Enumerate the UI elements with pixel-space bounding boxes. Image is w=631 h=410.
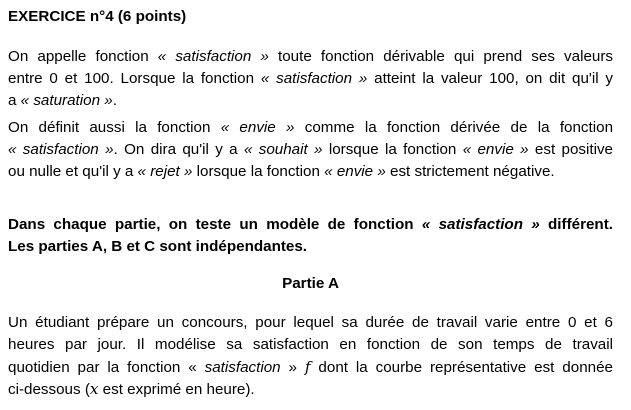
parts-note xyxy=(8,214,613,258)
text-line: « satisfaction ». On dira qu'il y a « souhait » lorsque la fonction « envie » est positive xyxy=(8,141,613,158)
text-line: On appelle fonction « satisfaction » toute fonction dérivable qui prend ses valeurs xyxy=(8,48,613,65)
text-line: a « saturation ». xyxy=(8,92,117,109)
text-line: Dans chaque partie, on teste un modèle de fonction « satisfaction » différent. xyxy=(8,216,613,233)
exercise-title: EXERCICE n°4 (6 points) xyxy=(8,8,187,25)
function-f-symbol: f xyxy=(304,358,311,376)
intro-paragraph-1 xyxy=(8,46,613,112)
text-line: Un étudiant prépare un concours, pour lequel sa durée de travail varie entre 0 et 6 xyxy=(8,314,613,331)
part-a-paragraph xyxy=(8,312,613,400)
text-line: quotidien par la fonction « satisfaction » f dont la courbe représentative est donnée xyxy=(8,358,613,376)
text-line: ci-dessous (x est exprimé en heure). xyxy=(8,380,255,398)
text-line: Les parties A, B et C sont indépendantes. xyxy=(8,238,308,255)
text-line: On définit aussi la fonction « envie » comme la fonction dérivée de la fonction xyxy=(8,119,614,136)
part-a-heading: Partie A xyxy=(282,275,339,292)
text-line: ou nulle et qu'il y a « rejet » lorsque la fonction « envie » est strictement négative. xyxy=(8,163,555,180)
text-line: heures par jour. Il modélise sa satisfaction en fonction de son temps de travail xyxy=(8,336,613,353)
intro-paragraph-2 xyxy=(8,117,613,183)
variable-x-symbol: x xyxy=(89,380,99,398)
text-line: entre 0 et 100. Lorsque la fonction « satisfaction » atteint la valeur 100, on dit qu'il y xyxy=(8,70,613,87)
